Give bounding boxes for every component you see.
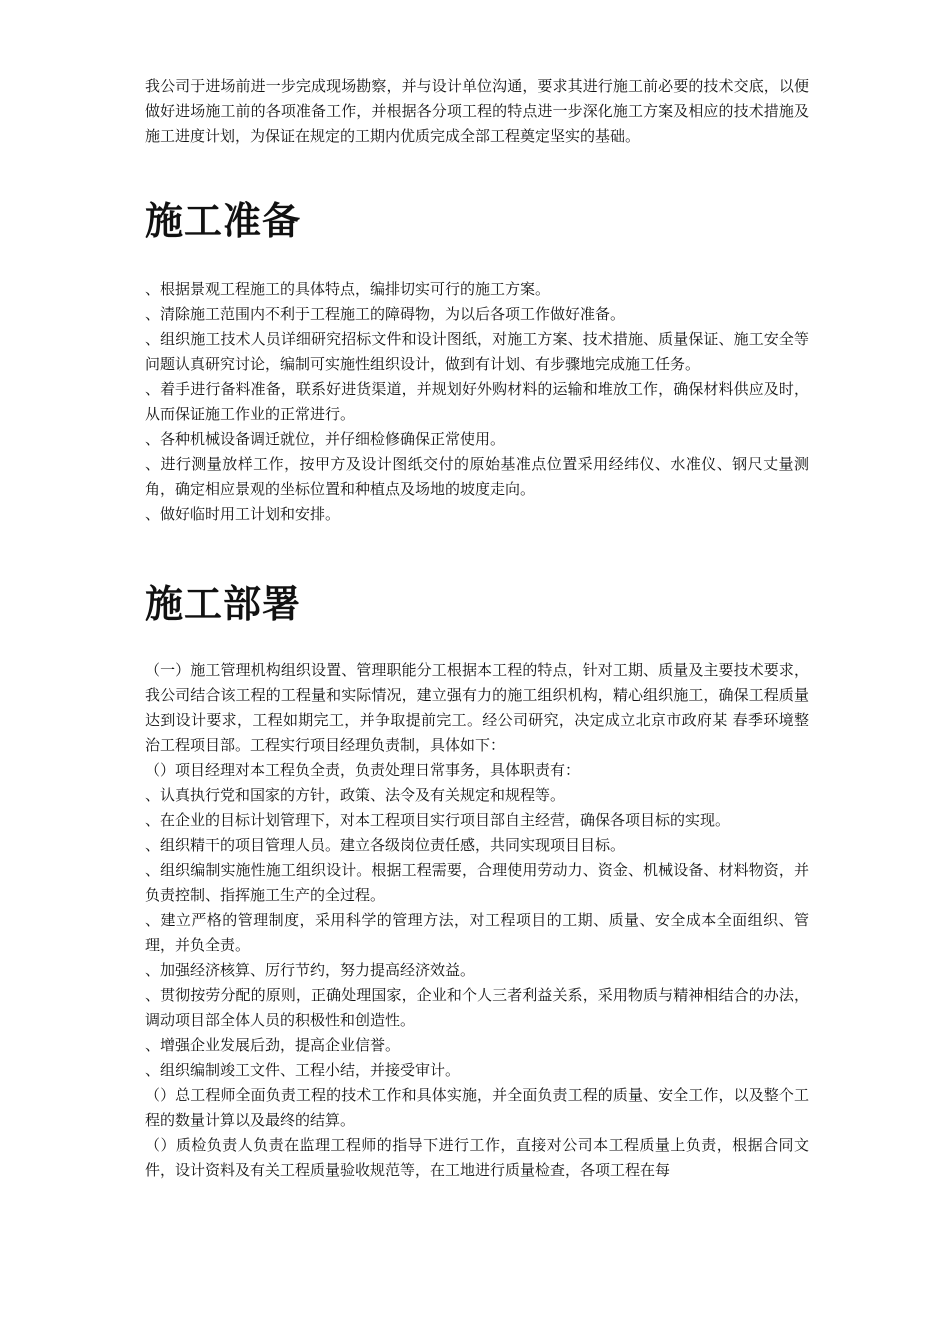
list-item: 、贯彻按劳分配的原则，正确处理国家，企业和个人三者利益关系，采用物质与精神相结合的办法，调动项目部全体人员的积极性和创造性。 [145,986,809,1029]
list-item: 、根据景观工程施工的具体特点，编排切实可行的施工方案。 [145,280,551,298]
list-item: 、加强经济核算、厉行节约，努力提高经济效益。 [145,961,476,979]
list-item: 、组织施工技术人员详细研究招标文件和设计图纸，对施工方案、技术措施、质量保证、施工安全等问题认真研究讨论，编制可实施性组织设计，做到有计划、有步骤地完成施工任务。 [145,330,809,373]
list-item: 、组织编制实施性施工组织设计。根据工程需要，合理使用劳动力、资金、机械设备、材料物资，并负责控制、指挥施工生产的全过程。 [145,861,809,904]
list-item: 、组织精干的项目管理人员。建立各级岗位责任感，共同实现项目目标。 [145,836,626,854]
list-item: 、认真执行党和国家的方针，政策、法令及有关规定和规程等。 [145,786,566,804]
list-item: 、进行测量放样工作，按甲方及设计图纸交付的原始基准点位置采用经纬仪、水准仪、钢尺丈量测角，确定相应景观的坐标位置和种植点及场地的坡度走向。 [145,455,809,498]
section-heading-deployment: 施工部署 [145,582,302,626]
list-item: 、在企业的目标计划管理下，对本工程项目实行项目部自主经营，确保各项目标的实现。 [145,811,731,829]
list-item: （）质检负责人负责在监理工程师的指导下进行工作，直接对公司本工程质量上负责，根据合同文件，设计资料及有关工程质量验收规范等，在工地进行质量检查，各项工程在每 [145,1136,809,1179]
document-body [145,74,809,1183]
section-heading-preparation: 施工准备 [145,199,302,243]
list-item: 、清除施工范围内不利于工程施工的障碍物，为以后各项工作做好准备。 [145,305,626,323]
list-item: 、建立严格的管理制度，采用科学的管理方法，对工程项目的工期、质量、安全成本全面组织、管理，并负全责。 [145,911,809,954]
list-item: 、组织编制竣工文件、工程小结，并接受审计。 [145,1061,461,1079]
list-item: 、着手进行备料准备，联系好进货渠道，并规划好外购材料的运输和堆放工作，确保材料供应及时，从而保证施工作业的正常进行。 [145,380,809,423]
intro-paragraph: 我公司于进场前进一步完成现场勘察，并与设计单位沟通，要求其进行施工前必要的技术交底，以便做好进场施工前的各项准备工作，并根据各分项工程的特点进一步深化施工方案及相应的技术措施及施工进度计划，为保证在规定的工期内优质完成全部工程奠定坚实的基础。 [145,77,809,145]
list-item: 、各种机械设备调迁就位，并仔细检修确保正常使用。 [145,430,506,448]
list-item: 、做好临时用工计划和安排。 [145,505,341,523]
list-item: （）项目经理对本工程负全责，负责处理日常事务，具体职责有： [145,761,581,779]
list-item: （）总工程师全面负责工程的技术工作和具体实施，并全面负责工程的质量、安全工作，以及整个工程的数量计算以及最终的结算。 [145,1086,809,1129]
list-item: 、增强企业发展后劲，提高企业信誉。 [145,1036,401,1054]
list-item: （一）施工管理机构组织设置、管理职能分工根据本工程的特点，针对工期、质量及主要技术要求，我公司结合该工程的工程量和实际情况，建立强有力的施工组织机构，精心组织施工，确保工程质量达到设计要求，工程如期完工，并争取提前完工。经公司研究，决定成立北京市政府某 春季环境整治工程项目部。工程实行项目经理负责制，具体如下： [145,661,809,754]
